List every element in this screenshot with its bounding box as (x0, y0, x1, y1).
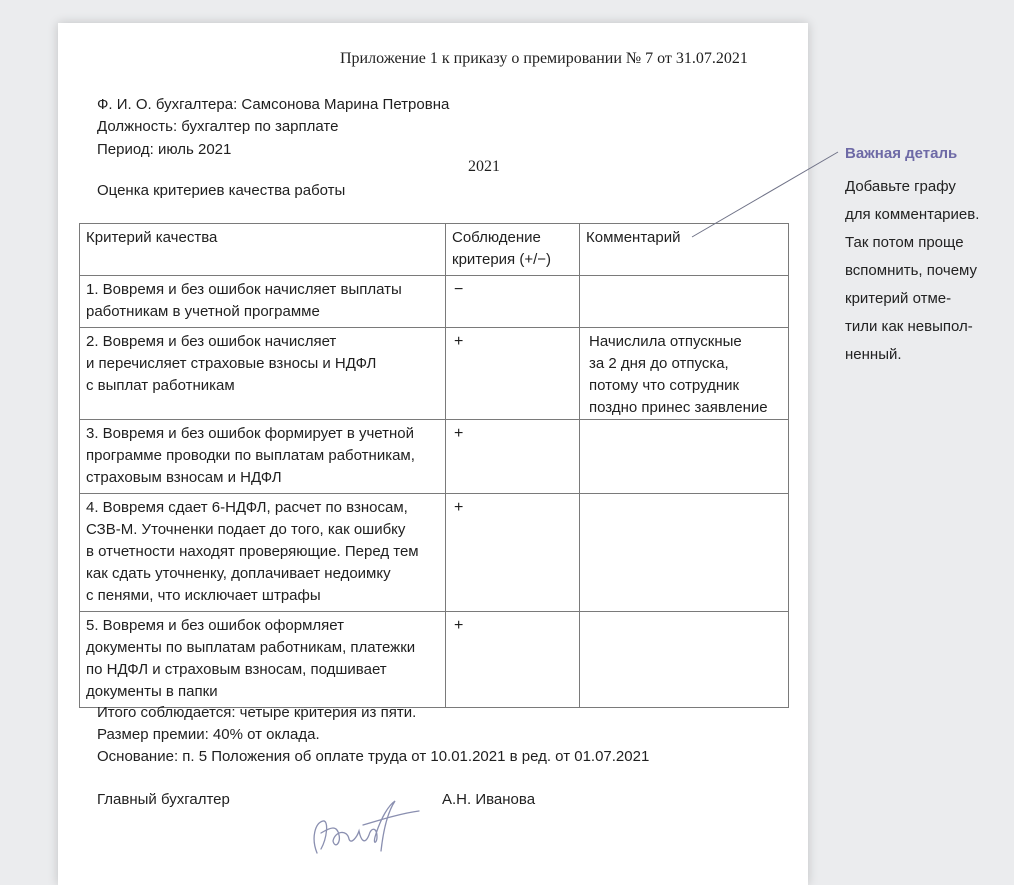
compliance-mark: + (446, 420, 580, 494)
comment-cell: Начислила отпускные за 2 дня до отпуска, потому что сотрудник поздно принес заявление (580, 328, 789, 420)
header-compliance: Соблюдение критерия (+/−) (446, 224, 580, 276)
signature-name: А.Н. Иванова (442, 791, 536, 808)
section-title: Оценка критериев качества работы (97, 182, 346, 199)
compliance-mark: − (446, 276, 580, 328)
compliance-mark: + (446, 612, 580, 708)
summary-bonus: Размер премии: 40% от оклада. (97, 726, 320, 743)
compliance-mark: + (446, 328, 580, 420)
criterion-cell: 1. Вовремя и без ошибок начисляет выплаты работникам в учетной программе (80, 276, 446, 328)
header-comment: Комментарий (580, 224, 789, 276)
side-note-title: Важная деталь (845, 145, 958, 162)
criterion-cell: 5. Вовремя и без ошибок оформляет документы по выплатам работникам, платежки по НДФЛ и страховым взносам, подшивает документы в папки (80, 612, 446, 708)
summary-basis: Основание: п. 5 Положения об оплате труда от 10.01.2021 в ред. от 01.07.2021 (97, 748, 650, 765)
signature-role: Главный бухгалтер (97, 791, 230, 808)
summary-total: Итого соблюдается: четыре критерия из пяти. (97, 704, 417, 721)
period-line: Период: июль 2021 (97, 141, 232, 158)
header-criterion: Критерий качества (80, 224, 446, 276)
position-line: Должность: бухгалтер по зарплате (97, 118, 339, 135)
criterion-cell: 2. Вовремя и без ошибок начисляет и перечисляет страховые взносы и НДФЛ с выплат работникам (80, 328, 446, 420)
appendix-title: Приложение 1 к приказу о премировании № 7 от 31.07.2021 (340, 50, 748, 67)
compliance-mark: + (446, 494, 580, 612)
criterion-cell: 4. Вовремя сдает 6-НДФЛ, расчет по взносам, СЗВ-М. Уточненки подает до того, как ошибку в отчетности находят проверяющие. Перед тем как сдать уточненку, доплачивает недоимку с пенями, что исключает штрафы (80, 494, 446, 612)
employee-name: Ф. И. О. бухгалтера: Самсонова Марина Петровна (97, 96, 450, 113)
criterion-cell: 3. Вовремя и без ошибок формирует в учетной программе проводки по выплатам работникам, страховым взносам и НДФЛ (80, 420, 446, 494)
side-note-body: Добавьте графу для комментариев. Так потом проще вспомнить, почему критерий отме- тили как невыпол- ненный. (845, 178, 980, 363)
year-label: 2021 (468, 158, 500, 175)
